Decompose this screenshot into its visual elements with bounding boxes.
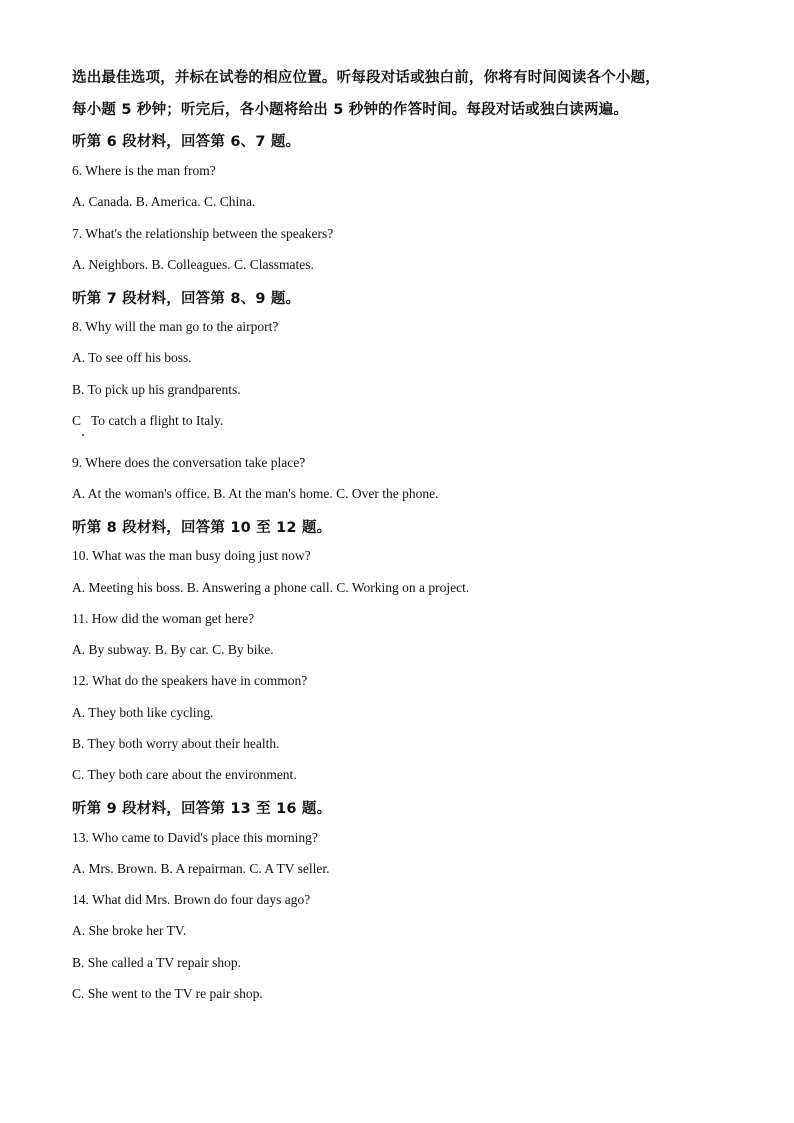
question-12: 12. What do the speakers have in common? — [72, 673, 308, 688]
question-8-option-c: C To catch a flight to Italy. — [72, 413, 224, 428]
intro-line-1: 选出最佳选项，并标在试卷的相应位置。听每段对话或独白前，你将有时间阅读各个小题， — [72, 70, 660, 86]
question-12-option-a: A. They both like cycling. — [72, 705, 214, 720]
question-11: 11. How did the woman get here? — [72, 611, 255, 626]
section-6-heading: 听第 6 段材料，回答第 6、7 题。 — [72, 134, 301, 150]
question-9-options: A. At the woman's office. B. At the man's home. C. Over the phone. — [72, 486, 439, 501]
question-12-option-c: C. They both care about the environment. — [72, 767, 297, 782]
question-13: 13. Who came to David's place this morning? — [72, 830, 318, 845]
question-8-option-b: B. To pick up his grandparents. — [72, 382, 241, 397]
stray-dot-mark — [82, 434, 84, 436]
question-12-option-b: B. They both worry about their health. — [72, 736, 280, 751]
question-11-options: A. By subway. B. By car. C. By bike. — [72, 642, 274, 657]
intro-line-2: 每小题 5 秒钟；听完后，各小题将给出 5 秒钟的作答时间。每段对话或独白读两遍。 — [72, 102, 629, 118]
question-14-option-b: B. She called a TV repair shop. — [72, 955, 241, 970]
section-7-heading: 听第 7 段材料，回答第 8、9 题。 — [72, 291, 301, 307]
question-7: 7. What's the relationship between the speakers? — [72, 226, 334, 241]
question-8: 8. Why will the man go to the airport? — [72, 319, 279, 334]
question-10: 10. What was the man busy doing just now? — [72, 548, 311, 563]
question-14: 14. What did Mrs. Brown do four days ago? — [72, 892, 311, 907]
section-9-heading: 听第 9 段材料，回答第 13 至 16 题。 — [72, 801, 332, 817]
question-6: 6. Where is the man from? — [72, 163, 216, 178]
section-8-heading: 听第 8 段材料，回答第 10 至 12 题。 — [72, 520, 332, 536]
question-9: 9. Where does the conversation take place? — [72, 455, 306, 470]
question-14-option-c: C. She went to the TV re pair shop. — [72, 986, 263, 1001]
question-13-options: A. Mrs. Brown. B. A repairman. C. A TV seller. — [72, 861, 330, 876]
question-7-options: A. Neighbors. B. Colleagues. C. Classmates. — [72, 257, 314, 272]
question-10-options: A. Meeting his boss. B. Answering a phone call. C. Working on a project. — [72, 580, 470, 595]
question-6-options: A. Canada. B. America. C. China. — [72, 194, 256, 209]
question-8-option-a: A. To see off his boss. — [72, 350, 192, 365]
question-14-option-a: A. She broke her TV. — [72, 923, 187, 938]
